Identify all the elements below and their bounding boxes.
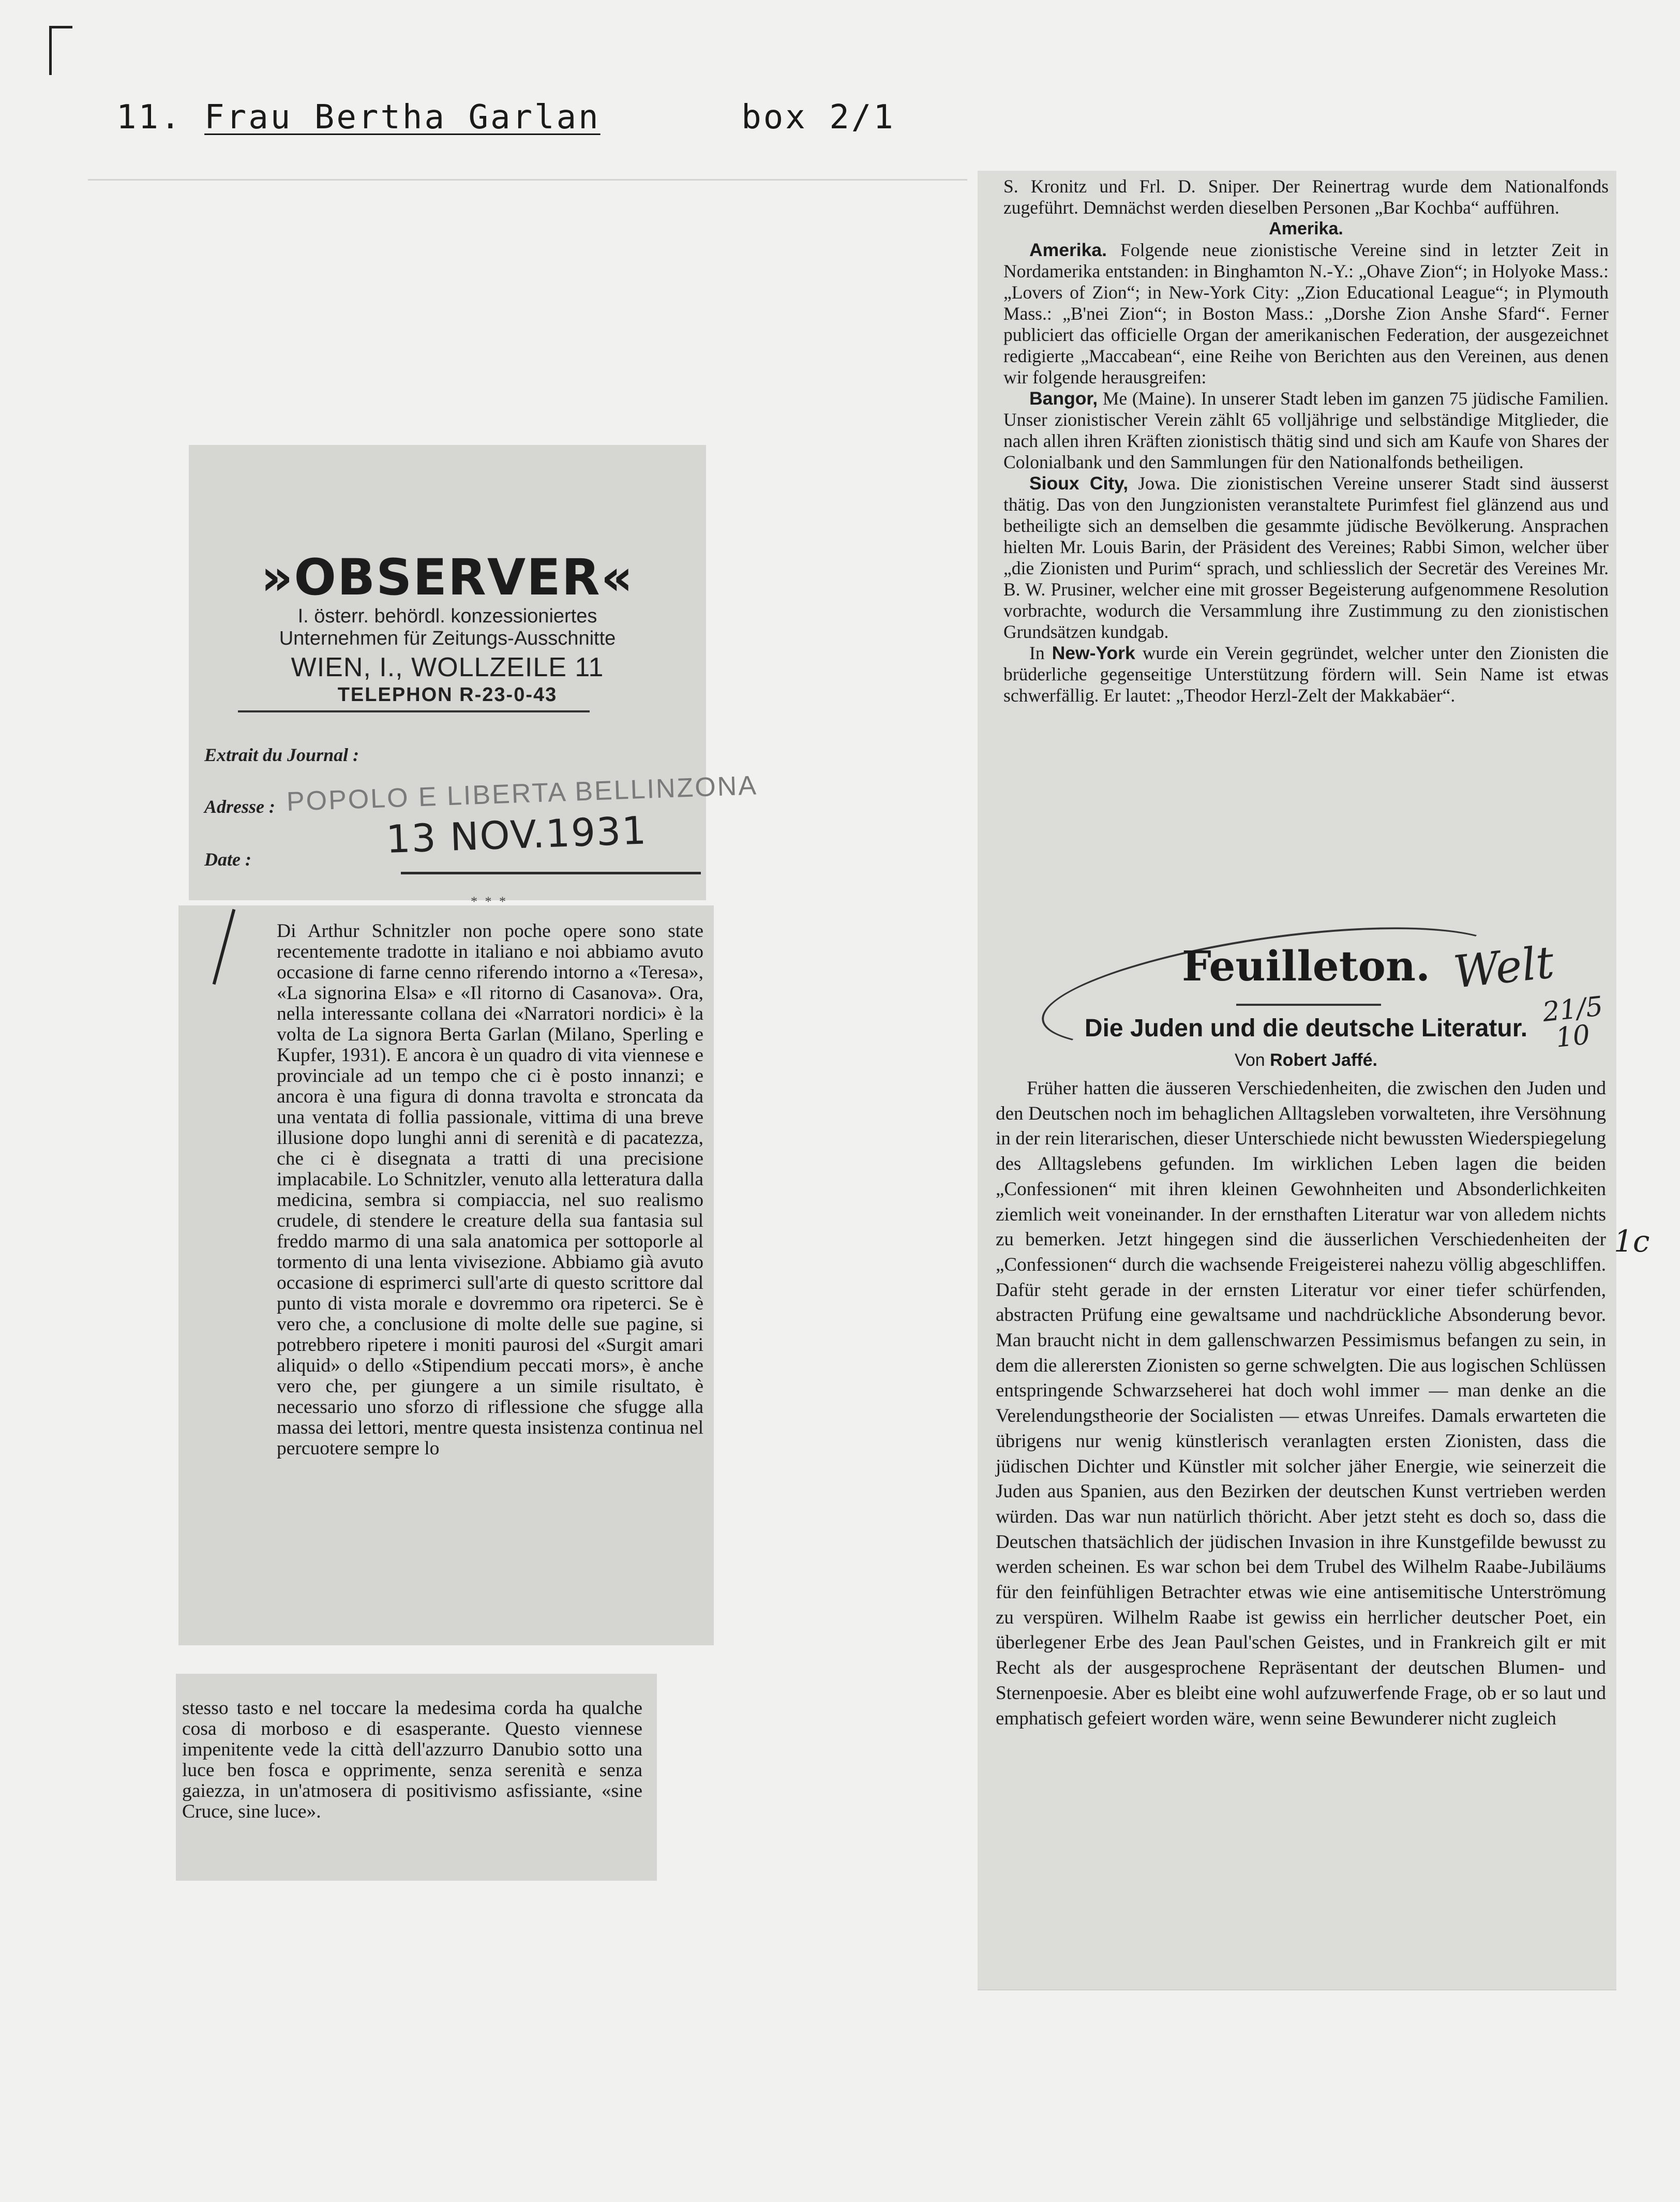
folder-header — [116, 98, 895, 137]
clipping-bottom-edge — [978, 1989, 1616, 1990]
observer-clipping-slip — [189, 445, 758, 900]
journal-stamp: POPOLO E LIBERTA BELLINZONA — [286, 770, 758, 817]
ny-pre: In — [1029, 643, 1045, 663]
ornament-stars: * * * — [471, 894, 508, 909]
box-label: box 2/1 — [741, 98, 895, 137]
handwritten-welt: Welt — [1451, 936, 1557, 999]
news-paragraph-3 — [1003, 388, 1609, 473]
feuilleton-text: Früher hatten die äusseren Verschiedenheiten, die zwischen den Juden und den Deutschen noch im behaglichen Alltagsleben vorwalteten, ihre Versöhnung in der rein literarischen, dieser Unterschiede nicht bewussten Wiederspiegelung des Alltagslebens gefunden. Im wirklichen Leben lagen die beiden „Confessionen“ mit ihren kleinen Gewohnheiten und Absonderlichkeiten ziemlich weit voneinander. In der ernsthaften Literatur war von alledem nichts zu bemerken. Jetzt hingegen sind die äusserlichen Verschiedenheiten der „Confessionen“ durch die wachsende Freigeisterei nahezu völlig abgeschliffen. Dafür steht gerade in der ernsten Literatur vor einer tiefer schürfenden, abstracten Prüfung eine gewaltsame und nachdrückliche Absonderung bevor. Man braucht nicht in dem gallenschwarzen Pessimismus befangen zu sein, in dem die allerersten Zionisten so gerne schwelgten. Die aus logischen Schlüssen entspringende Schwarzseherei hat doch wohl immer — man denke an die Verelendungstheorie der Socialisten — etwas Unreifes. Damals erwarteten die übrigens nur wenig künstlerisch veranlagten ersten Zionisten, dass die jüdischen Dichter und Künstler mit solcher jäher Energie, wie seinerzeit die Juden aus Spanien, aus den Bezirken der deutschen Kunst vertrieben werden würden. Das war nun natürlich thöricht. Aber jetzt steht es doch so, dass die Deutschen thatsächlich der jüdischen Invasion in ihre Kunstgefilde bewusst zu werden scheinen. Es war schon bei dem Trubel des Wilhelm Raabe-Jubiläums für den feinfühligen Betrachter etwas wie eine antisemitische Unterströmung zu verspüren. Wilhelm Raabe ist gewiss ein herrlicher deutscher Poet, ein überlegener Erbe des Jean Paul'schen Geistes, und in Frankreich gilt er mit Recht als der ausgesprochene Repräsentant der deutschen Blumen- und Sternenpoesie. Aber es bleibt eine wohl aufzuwerfende Frage, ob er so laut und emphatisch gefeiert worden wäre, wenn seine Bewunderer nicht zugleich — [996, 1078, 1606, 1729]
ny-text: wurde ein Verein gegründet, welcher unter den Zionisten die brüderliche gegenseitige Unterstützung fördern will. Sein Name ist etwas schwerfällig. Er lautet: „Theodor Herzl-Zelt der Makkabäer“. — [1003, 643, 1609, 706]
news-paragraph-2 — [1003, 240, 1609, 388]
article-title: Die Juden und die deutsche Literatur. — [1084, 1015, 1528, 1042]
italian-article-tail: stesso tasto e nel toccare la medesima corda ha qualche cosa di morboso e di esasperante. Questo viennese impenitente vede la città dell'azzurro Danubio sotto una luce ben fosca e opprimente, senza serenità e senza gaiezza, in un'atmosera di positivismo asfissiante, «sine Cruce, sine luce». — [182, 1698, 642, 1822]
author-name: Robert Jaffé. — [1270, 1050, 1377, 1070]
feuilleton-rule — [1236, 1004, 1381, 1006]
feuilleton-heading: Feuilleton. — [1182, 942, 1430, 990]
handwritten-margin-number: 1c — [1614, 1224, 1650, 1259]
bangor-lead: Bangor, — [1029, 388, 1098, 409]
feuilleton-body — [996, 1076, 1606, 1731]
field-date-label: Date : — [204, 849, 251, 870]
bangor-text: Me (Maine). In unserer Stadt leben im ganzen 75 jüdische Familien. Unser zionistischer Verein zählt 65 volljährige und selbständige Mitglieder, die nach allen ihren Kräften zionistisch thätig sind und sich am Kaufe von Shares der Colonialbank und den Sammlungen für den Nationalfonds betheiligen. — [1003, 388, 1609, 472]
header-divider — [88, 179, 967, 181]
field-adresse-label: Adresse : — [204, 796, 275, 817]
folder-number: 11. — [116, 98, 183, 137]
article-author — [1003, 1050, 1609, 1070]
news-paragraph-4 — [1003, 473, 1609, 643]
author-prefix: Von — [1235, 1050, 1265, 1070]
observer-address: WIEN, I., WOLLZEILE 11 — [291, 652, 604, 682]
amerika-heading: Amerika. — [1269, 219, 1343, 239]
sioux-text: Jowa. Die zionistischen Vereine unserer Stadt sind äusserst thätig. Das von den Jungzionisten veranstaltete Purimfest fiel glänzend aus und betheiligte sich an demselben die gesammte jüdische Bevölkerung. Ansprachen hielten Mr. Louis Barin, der Präsident des Vereines; Rabbi Simon, welcher über „die Zionisten und Purim“ sprach, und schliesslich der Secretär des Vereines Mr. B. W. Prusiner, welcher eine mit grosser Begeisterung aufgenommene Resolution vorbrachte, wodurch die Versammlung ihre Zustimmung zu den zionistischen Grundsätzen kundgab. — [1003, 473, 1609, 642]
handwritten-date-line-1: 21/5 — [1541, 991, 1604, 1029]
handwritten-date-line-2: 10 — [1554, 1019, 1592, 1054]
corner-crop-mark — [49, 26, 72, 75]
ny-lead: New-York — [1052, 643, 1135, 663]
news-paragraph-5 — [1003, 643, 1609, 706]
folder-title: Frau Bertha Garlan — [204, 98, 601, 137]
observer-rule — [401, 872, 701, 874]
field-journal-label: Extrait du Journal : — [204, 745, 359, 765]
sioux-lead: Sioux City, — [1029, 473, 1129, 494]
zionist-news-column — [1003, 176, 1609, 706]
amerika-text: Folgende neue zionistische Vereine sind in letzter Zeit in Nordamerika entstanden: in Binghamton N.-Y.: „Ohave Zion“; in Holyoke Mass.: „Lovers of Zion“; in New-York City: „Zion Educational League“; in Plymouth Mass.: „B'nei Zion“; in Boston Mass.: „Dorshe Zion Anshe Sfard“. Ferner publiciert das officielle Organ der amerikanischen Federation, der ausgezeichnet redigierte „Maccabean“, eine Reihe von Berichten aus den Vereinen, aus denen wir folgende herausgreifen: — [1003, 240, 1609, 388]
observer-telephone: TELEPHON R-23-0-43 — [337, 684, 558, 706]
observer-line-2: Unternehmen für Zeitungs-Ausschnitte — [279, 628, 616, 649]
italian-article-body: Di Arthur Schnitzler non poche opere sono state recentemente tradotte in italiano e noi abbiamo avuto occasione di farne cenno riferendo intorno a «Teresa», «La signorina Elsa» e «Il ritorno di Casanova». Ora, nella interessante collana dei «Narratori nordici» è la volta de La signora Berta Garlan (Milano, Sperling e Kupfer, 1931). E ancora è un quadro di vita viennese e provinciale ad un tempo che ci è posto innanzi; e ancora è una figura di donna travolta e stroncata da una ventata di follia passionale, vittima di una breve illusione dopo lunghi anni di serenità e di pacatezza, che ci è disegnata a tratti di una precisione implacabile. Lo Schnitzler, venuto alla letteratura dalla medicina, sembra si compiaccia, nel suo realismo crudele, di stendere le creature della sua fantasia sul freddo marmo di una sala anatomica per sottoporle al tormento di una lenta vivisezione. Abbiamo già avuto occasione di esprimerci sull'arte di questo scrittore dal punto di vista morale e dovremmo ora ripeterci. Se è vero che, a conclusione di molte delle sue pagine, si potrebbero ripetere i moniti paurosi del «Surgit amari aliquid» o dello «Stipendium peccati mors», è anche vero che, per giungere a un simile risultato, è necessario uno sforzo di riflessione che sfugge alla massa dei lettori, mentre questa insistenza continua nel percuotere sempre lo — [277, 920, 703, 1459]
date-stamp: 13 NOV.1931 — [385, 808, 648, 862]
observer-logo: »OBSERVER« — [261, 548, 634, 606]
amerika-lead: Amerika. — [1029, 240, 1107, 260]
observer-line-1: I. österr. behördl. konzessioniertes — [297, 605, 597, 627]
news-paragraph-1: S. Kronitz und Frl. D. Sniper. Der Reinertrag wurde dem Nationalfonds zugeführt. Demnächst werden dieselben Personen „Bar Kochba“ aufführen. — [1003, 176, 1609, 218]
observer-bar — [238, 710, 590, 712]
